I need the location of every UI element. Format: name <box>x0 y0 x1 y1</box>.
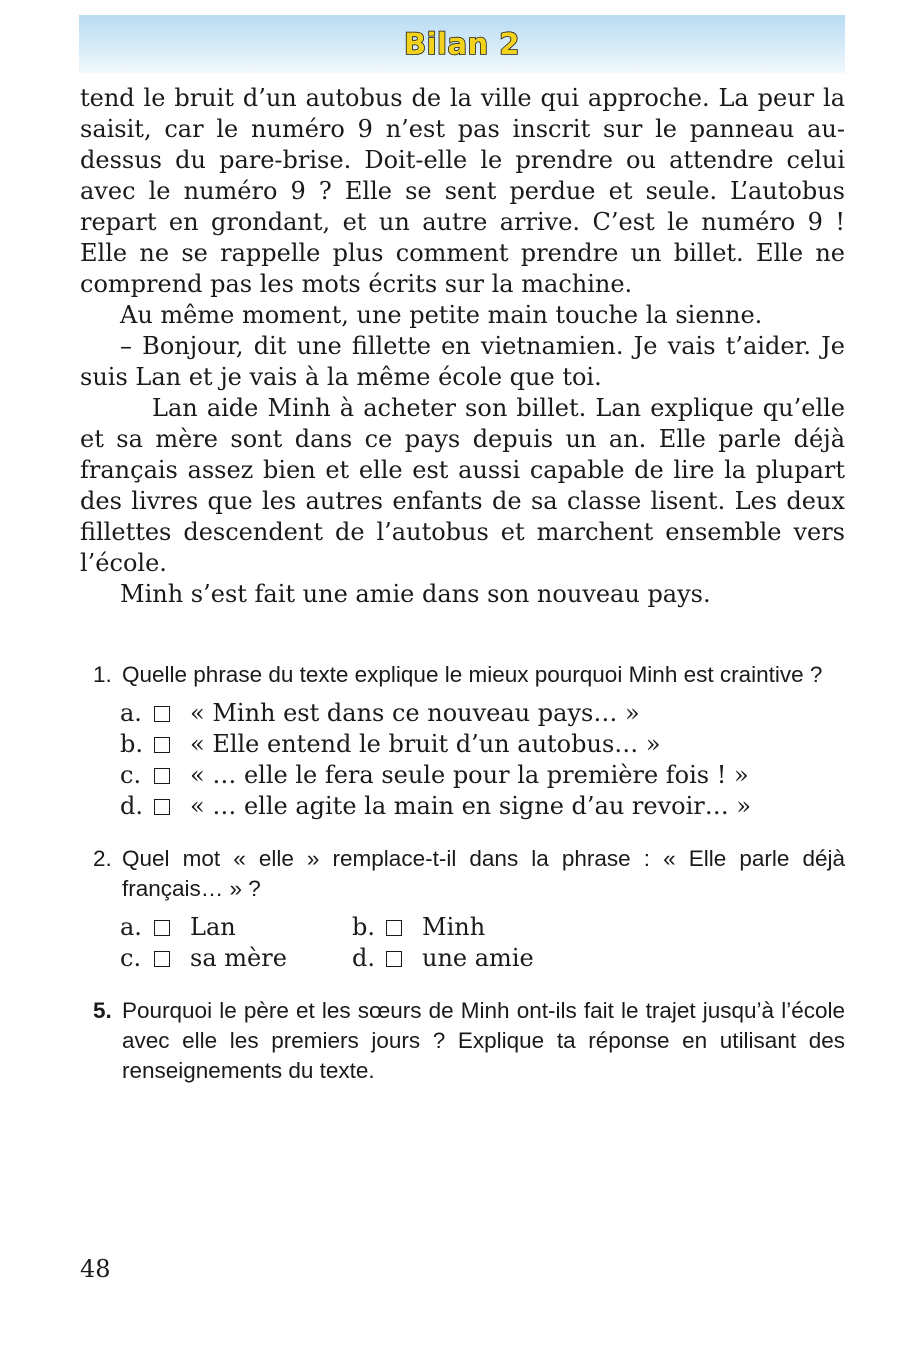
option-text: Lan <box>190 913 236 941</box>
option-text: « … elle agite la main en signe d’au revoir… » <box>190 792 752 820</box>
option-text: une amie <box>422 944 534 972</box>
story-paragraph: – Bonjour, dit une fillette en vietnamien. Je vais t’aider. Je suis Lan et je vais à la même école que toi. <box>80 332 845 391</box>
option-letter: a. <box>120 913 142 941</box>
question-1 <box>80 660 845 822</box>
answer-option-a[interactable] <box>120 698 845 729</box>
question-text: Quel mot « elle » remplace-t-il dans la phrase : « Elle parle déjà français… » ? <box>122 846 845 901</box>
question-number: 2. <box>93 846 112 871</box>
answer-option-c[interactable] <box>120 760 845 791</box>
checkbox[interactable] <box>154 951 170 967</box>
header-banner <box>79 15 845 73</box>
option-letter: c. <box>120 944 142 972</box>
checkbox[interactable] <box>154 706 170 722</box>
story-text <box>80 83 845 610</box>
option-text: « … elle le fera seule pour la première fois ! » <box>190 761 749 789</box>
option-letter: b. <box>120 730 143 758</box>
story-paragraph: Lan aide Minh à acheter son billet. Lan explique qu’elle et sa mère sont dans ce pays depuis un an. Elle parle déjà français assez bien et elle est aussi capable de lire la plupart des livres que les autres enfants de sa classe lisent. Les deux fillettes descendent de l’autobus et marchent ensemble vers l’école. <box>80 394 845 577</box>
answer-option-a[interactable] <box>120 912 352 943</box>
page-number: 48 <box>80 1255 111 1283</box>
question-text: Pourquoi le père et les sœurs de Minh ont-ils fait le trajet jusqu’à l’école avec elle les premiers jours ? Explique ta réponse en utilisant des renseignements du texte. <box>122 998 845 1083</box>
story-paragraph: Minh s’est fait une amie dans son nouveau pays. <box>120 580 711 608</box>
option-text: sa mère <box>190 944 287 972</box>
answer-option-b[interactable] <box>352 912 584 943</box>
answer-options <box>120 912 845 974</box>
option-text: « Minh est dans ce nouveau pays… » <box>190 699 640 727</box>
story-paragraph: Au même moment, une petite main touche la sienne. <box>120 301 763 329</box>
option-letter: b. <box>352 913 375 941</box>
option-letter: c. <box>120 761 142 789</box>
option-letter: d. <box>120 792 143 820</box>
page-title: Bilan 2 <box>404 27 520 61</box>
option-letter: a. <box>120 699 142 727</box>
question-text: Quelle phrase du texte explique le mieux pourquoi Minh est craintive ? <box>122 662 823 687</box>
question-5 <box>80 996 845 1086</box>
checkbox[interactable] <box>154 920 170 936</box>
question-number: 5. <box>93 998 112 1023</box>
answer-option-d[interactable] <box>120 791 845 822</box>
question-2 <box>80 844 845 974</box>
answer-option-c[interactable] <box>120 943 352 974</box>
question-number: 1. <box>93 662 112 687</box>
option-letter: d. <box>352 944 375 972</box>
checkbox[interactable] <box>386 920 402 936</box>
checkbox[interactable] <box>386 951 402 967</box>
checkbox[interactable] <box>154 799 170 815</box>
option-text: Minh <box>422 913 486 941</box>
answer-option-d[interactable] <box>352 943 584 974</box>
question-list <box>80 660 845 1108</box>
checkbox[interactable] <box>154 737 170 753</box>
answer-option-b[interactable] <box>120 729 845 760</box>
answer-options <box>120 698 845 822</box>
checkbox[interactable] <box>154 768 170 784</box>
story-paragraph: tend le bruit d’un autobus de la ville qui approche. La peur la saisit, car le numéro 9 n’est pas inscrit sur le panneau au-dessus du pare-brise. Doit-elle le prendre ou attendre celui avec le numéro 9 ? Elle se sent perdue et seule. L’autobus repart en grondant, et un autre arrive. C’est le numéro 9 ! Elle ne se rappelle plus comment prendre un billet. Elle ne comprend pas les mots écrits sur la machine. <box>80 84 845 298</box>
option-text: « Elle entend le bruit d’un autobus… » <box>190 730 661 758</box>
